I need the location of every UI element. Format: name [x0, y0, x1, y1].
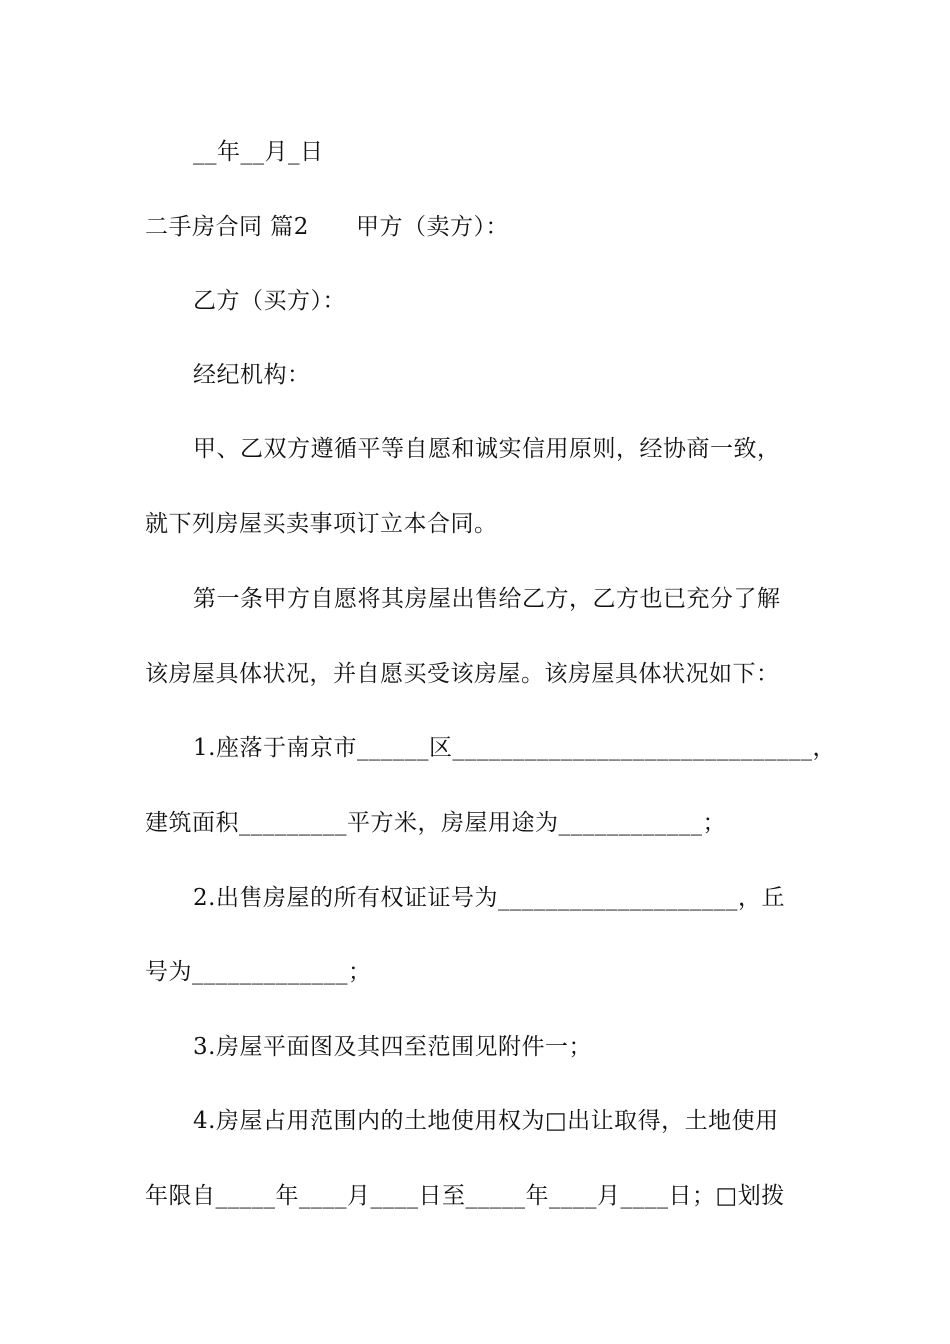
item-4-land-use-line-1: 4.房屋占用范围内的土地使用权为□出让取得，土地使用 [193, 1108, 779, 1134]
party-b-line: 乙方（买方）： [193, 288, 346, 314]
item-2-certificate-line: 2.出售房屋的所有权证证号为____________________，丘 [193, 885, 785, 911]
article-1-line-1: 第一条甲方自愿将其房屋出售给乙方，乙方也已充分了解 [193, 586, 781, 612]
item-1-area-line: 建筑面积_________平方米，房屋用途为____________； [145, 810, 726, 836]
article-1-line-2: 该房屋具体状况，并自愿买受该房屋。该房屋具体状况如下： [145, 661, 780, 687]
preamble-line-1: 甲、乙双方遵循平等自愿和诚实信用原则，经协商一致， [193, 436, 781, 462]
agency-line: 经纪机构： [193, 362, 311, 388]
item-4-land-use-line-2: 年限自_____年____月____日至_____年____月____日；□划拨 [145, 1183, 785, 1209]
item-1-location-line: 1.座落于南京市______区______________________________， [193, 735, 836, 761]
item-3-floorplan-line: 3.房屋平面图及其四至范围见附件一； [193, 1034, 592, 1060]
date-blank-line: __年__月_日 [193, 139, 324, 165]
item-2-parcel-line: 号为_____________； [145, 959, 372, 985]
contract-heading-party-a: 二手房合同 篇2 甲方（卖方）： [145, 214, 509, 240]
preamble-line-2: 就下列房屋买卖事项订立本合同。 [145, 511, 498, 537]
